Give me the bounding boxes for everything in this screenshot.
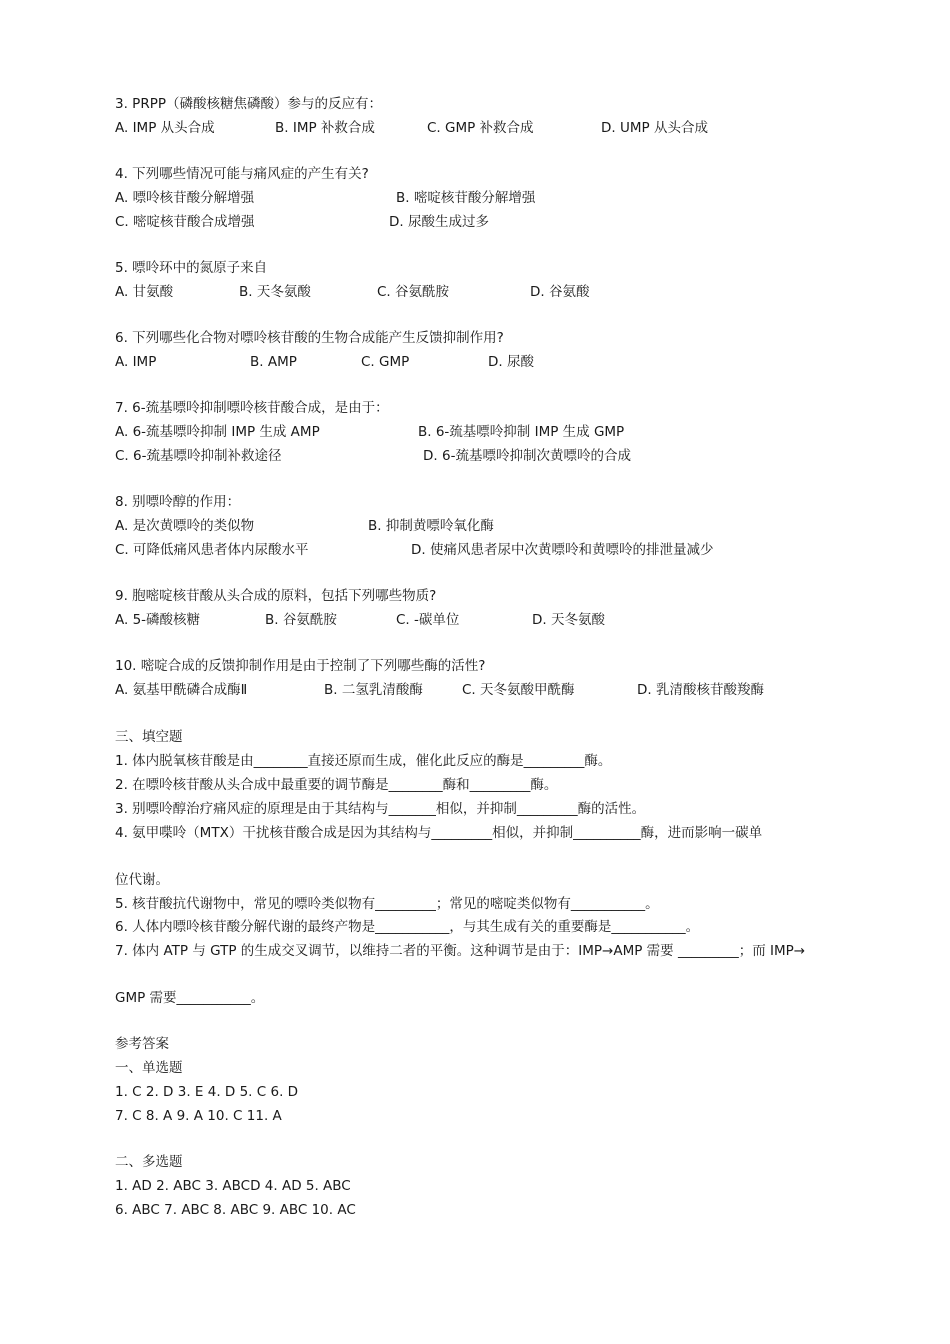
option-d: D. 6-巯基嘌呤抑制次黄嘌呤的合成 <box>423 448 631 464</box>
answer-line: 6. ABC 7. ABC 8. ABC 9. ABC 10. AC <box>115 1202 356 1218</box>
option-d: D. 尿酸 <box>488 354 534 370</box>
fill-item: 4. 氨甲喋呤（MTX）干扰核苷酸合成是因为其结构与_________相似，并抑制__________酶，进而影响一碳单 <box>115 825 763 841</box>
option-d: D. 乳清酸核苷酸羧酶 <box>637 682 764 698</box>
fill-item: 2. 在嘌呤核苷酸从头合成中最重要的调节酶是________酶和_________酶。 <box>115 777 558 793</box>
question-stem: 4. 下列哪些情况可能与痛风症的产生有关? <box>115 166 369 182</box>
option-a: A. 6-巯基嘌呤抑制 IMP 生成 AMP <box>115 424 320 440</box>
multi-choice-heading: 二、多选题 <box>115 1154 183 1170</box>
option-c: C. 谷氨酰胺 <box>377 284 450 300</box>
option-c: C. 天冬氨酸甲酰酶 <box>462 682 575 698</box>
section-heading: 三、填空题 <box>115 729 183 745</box>
option-a: A. 氨基甲酰磷合成酶Ⅱ <box>115 682 248 698</box>
answer-line: 1. AD 2. ABC 3. ABCD 4. AD 5. ABC <box>115 1178 351 1194</box>
option-c: C. 可降低痛风患者体内尿酸水平 <box>115 542 309 558</box>
option-a: A. 嘌呤核苷酸分解增强 <box>115 190 255 206</box>
fill-item-continued: 位代谢。 <box>115 872 169 888</box>
option-d: D. 使痛风患者尿中次黄嘌呤和黄嘌呤的排泄量减少 <box>411 542 714 558</box>
single-choice-heading: 一、单选题 <box>115 1060 183 1076</box>
option-d: D. 天冬氨酸 <box>532 612 605 628</box>
fill-item: 3. 别嘌呤醇治疗痛风症的原理是由于其结构与_______相似，并抑制_________酶的活性。 <box>115 801 646 817</box>
question-stem: 9. 胞嘧啶核苷酸从头合成的原料，包括下列哪些物质? <box>115 588 437 604</box>
option-d: D. 谷氨酸 <box>530 284 590 300</box>
option-b: B. 谷氨酰胺 <box>265 612 337 628</box>
option-d: D. 尿酸生成过多 <box>389 214 489 230</box>
fill-item: 1. 体内脱氧核苷酸是由________直接还原而生成，催化此反应的酶是_________酶。 <box>115 753 612 769</box>
option-a: A. 是次黄嘌呤的类似物 <box>115 518 255 534</box>
question-stem: 3. PRPP（磷酸核糖焦磷酸）参与的反应有： <box>115 96 382 112</box>
fill-item: 7. 体内 ATP 与 GTP 的生成交叉调节，以维持二者的平衡。这种调节是由于：IMP→AMP 需要 _________；而 IMP→ <box>115 943 806 959</box>
fill-item: 6. 人体内嘌呤核苷酸分解代谢的最终产物是___________，与其生成有关的重要酶是___________。 <box>115 919 700 935</box>
option-b: B. IMP 补救合成 <box>275 120 375 136</box>
option-b: B. 嘧啶核苷酸分解增强 <box>396 190 536 206</box>
question-stem: 5. 嘌呤环中的氮原子来自 <box>115 260 268 276</box>
fill-item-continued: GMP 需要___________。 <box>115 990 265 1006</box>
answer-line: 1. C 2. D 3. E 4. D 5. C 6. D <box>115 1084 299 1100</box>
question-stem: 10. 嘧啶合成的反馈抑制作用是由于控制了下列哪些酶的活性? <box>115 658 486 674</box>
option-c: C. -碳单位 <box>396 612 460 628</box>
option-b: B. 二氢乳清酸酶 <box>324 682 423 698</box>
option-c: C. GMP <box>361 354 410 370</box>
option-d: D. UMP 从头合成 <box>601 120 708 136</box>
option-c: C. 6-巯基嘌呤抑制补救途径 <box>115 448 282 464</box>
fill-item: 5. 核苷酸抗代谢物中，常见的嘌呤类似物有_________；常见的嘧啶类似物有___________。 <box>115 896 659 912</box>
option-b: B. 天冬氨酸 <box>239 284 311 300</box>
option-b: B. AMP <box>250 354 297 370</box>
question-stem: 6. 下列哪些化合物对嘌呤核苷酸的生物合成能产生反馈抑制作用? <box>115 330 504 346</box>
option-a: A. 5-磷酸核糖 <box>115 612 201 628</box>
question-stem: 8. 别嘌呤醇的作用： <box>115 494 241 510</box>
option-b: B. 抑制黄嘌呤氧化酶 <box>368 518 494 534</box>
question-stem: 7. 6-巯基嘌呤抑制嘌呤核苷酸合成，是由于： <box>115 400 389 416</box>
option-b: B. 6-巯基嘌呤抑制 IMP 生成 GMP <box>418 424 625 440</box>
answers-heading: 参考答案 <box>115 1036 169 1052</box>
option-c: C. 嘧啶核苷酸合成增强 <box>115 214 255 230</box>
answer-line: 7. C 8. A 9. A 10. C 11. A <box>115 1108 282 1124</box>
option-c: C. GMP 补救合成 <box>427 120 534 136</box>
option-a: A. 甘氨酸 <box>115 284 174 300</box>
option-a: A. IMP <box>115 354 157 370</box>
option-a: A. IMP 从头合成 <box>115 120 215 136</box>
